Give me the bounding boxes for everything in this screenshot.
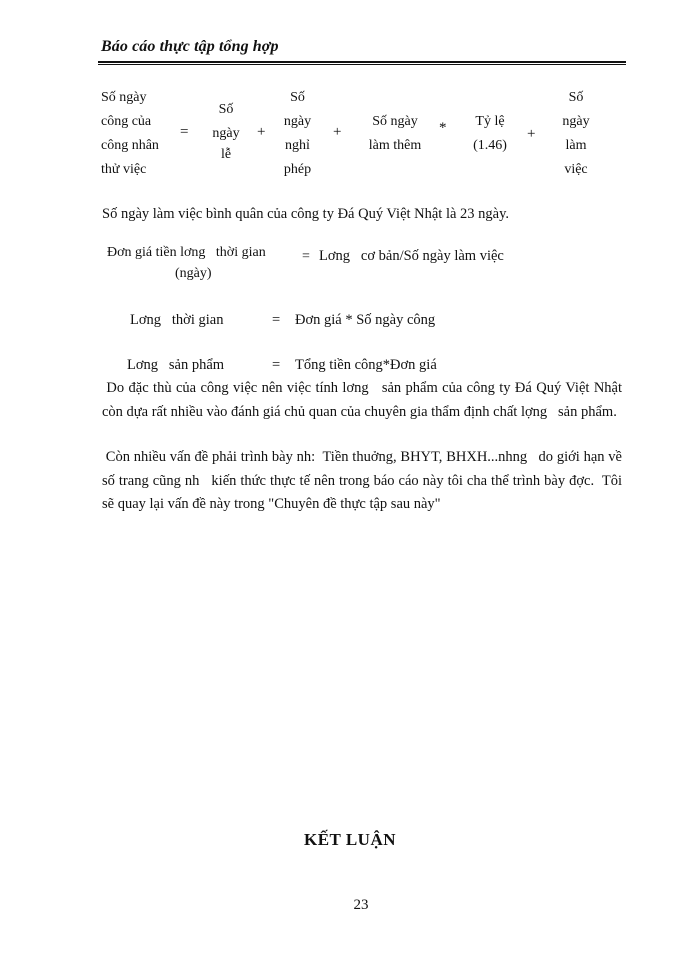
paragraph-product-wage-note: Do đặc thù của công việc nên việc tính lơng sản phẩm của công ty Đá Quý Việt Nhật còn dựa rất nhiều vào đánh giá chủ quan của chuyên gia thẩm định chất lợng sản phẩm. — [102, 380, 626, 420]
plus-sign: + — [257, 124, 266, 140]
formula-rhs: Tổng tiền công*Đơn giá — [295, 357, 437, 373]
formula-lhs: Số ngày công của công nhân thử việc — [101, 90, 159, 177]
formula-lhs: Đơn giá tiền lơng thời gian — [107, 245, 266, 260]
running-header-title: Báo cáo thực tập tổng hợp — [101, 38, 279, 55]
plus-sign: + — [527, 126, 536, 142]
formula-term-ratio: Tỷ lệ (1.46) — [473, 114, 507, 153]
formula-term-holidays: Số ngày lễ — [212, 102, 240, 162]
average-days-sentence: Số ngày làm việc bình quân của công ty Đá Quý Việt Nhật là 23 ngày. — [102, 206, 510, 222]
formula-term-workdays: Số ngày làm việc — [562, 90, 590, 177]
formula-term-overtime: Số ngày làm thêm — [368, 114, 422, 153]
multiply-sign: * — [439, 120, 447, 136]
paragraph-remaining-issues: Còn nhiều vấn đề phải trình bày nh: Tiền thuởng, BHYT, BHXH...nhng do giới hạn về số trang cũng nh kiến thức thực tế nên trong báo cáo này tôi cha thể trình bày đợc. Tôi sẽ quay lại vấn đề này trong "Chuyên đề thực tập sau này" — [102, 449, 626, 512]
page-number: 23 — [353, 897, 369, 913]
formula-lhs-unit: (ngày) — [175, 266, 212, 281]
formula-lhs: Lơng thời gian — [130, 312, 224, 328]
equals-sign: = — [180, 124, 189, 140]
equals-sign: = — [272, 357, 281, 373]
formula-term-leave: Số ngày nghỉ phép — [283, 90, 312, 177]
plus-sign: + — [333, 124, 342, 140]
formula-rhs: Đơn giá * Số ngày công — [295, 312, 436, 328]
formula-lhs: Lơng sản phẩm — [127, 357, 225, 373]
formula-rhs: Lơng cơ bản/Số ngày làm việc — [319, 248, 504, 264]
section-heading-conclusion: KẾT LUẬN — [303, 830, 396, 849]
equals-sign: = — [302, 249, 310, 264]
equals-sign: = — [272, 312, 281, 328]
header-double-rule — [98, 61, 626, 65]
